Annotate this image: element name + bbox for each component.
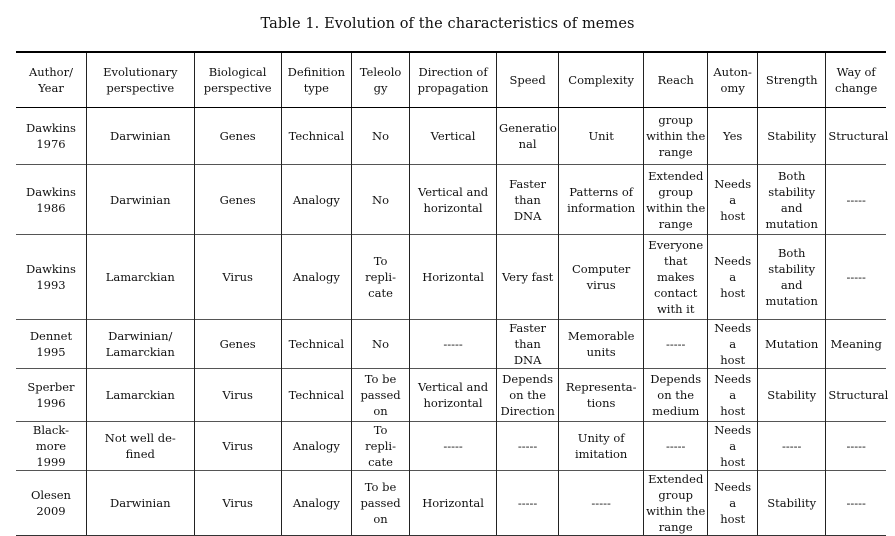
cell-line: passed bbox=[360, 496, 401, 510]
cell-line: that bbox=[663, 254, 688, 268]
cell-line: tions bbox=[586, 396, 616, 410]
cell-line: passed bbox=[360, 388, 401, 402]
cell-line: Yes bbox=[723, 129, 743, 143]
cell-line: Lamarckian bbox=[105, 388, 175, 402]
table-cell bbox=[352, 108, 410, 165]
table-cell bbox=[497, 422, 559, 471]
cell-line: makes bbox=[656, 270, 695, 284]
cell-line: Horizontal bbox=[422, 496, 484, 510]
cell-line: and bbox=[780, 200, 803, 215]
cell-line: omy bbox=[720, 81, 745, 95]
cell-line: Mutation bbox=[765, 337, 819, 351]
cell-line: Darwinian bbox=[110, 496, 171, 510]
cell-line: Needs a bbox=[714, 254, 752, 284]
cell-line: Biological bbox=[208, 65, 267, 79]
cell-line: Vertical bbox=[430, 129, 476, 143]
cell-line: ----- bbox=[846, 270, 866, 284]
column-header bbox=[826, 52, 886, 108]
table-cell bbox=[559, 471, 644, 536]
cell-line: Needs a bbox=[714, 480, 752, 510]
cell-line: Needs a bbox=[714, 176, 752, 207]
cell-line: ----- bbox=[846, 192, 866, 207]
cell-line: Year bbox=[38, 81, 64, 95]
cell-line: cate bbox=[368, 455, 393, 469]
table-cell bbox=[410, 471, 497, 536]
cell-line: within the bbox=[646, 200, 706, 215]
cell-line: 1999 bbox=[36, 455, 66, 469]
table-cell bbox=[708, 165, 758, 235]
table-cell bbox=[194, 369, 281, 422]
table-cell bbox=[86, 165, 194, 235]
table-row bbox=[16, 369, 886, 422]
cell-line: contact bbox=[654, 286, 698, 300]
cell-line: Computer bbox=[571, 262, 631, 276]
cell-line: Evolutionary bbox=[103, 65, 178, 79]
cell-line: Extended bbox=[648, 472, 704, 486]
cell-line: imitation bbox=[574, 447, 628, 461]
cell-line: Direction bbox=[500, 404, 555, 418]
cell-line: ----- bbox=[665, 439, 686, 453]
table-cell bbox=[758, 369, 826, 422]
cell-line: Dawkins bbox=[26, 184, 76, 199]
cell-line: Depends bbox=[650, 372, 702, 386]
cell-line: within the bbox=[646, 129, 706, 143]
cell-line: Faster bbox=[509, 321, 547, 335]
cell-line: perspective bbox=[203, 81, 272, 95]
cell-line: host bbox=[720, 208, 746, 223]
table-cell bbox=[281, 369, 351, 422]
table-cell bbox=[708, 369, 758, 422]
cell-line: Darwinian/ bbox=[108, 329, 173, 343]
cell-line: Unity of bbox=[577, 431, 625, 445]
cell-line: Dennet bbox=[29, 329, 73, 343]
column-header bbox=[16, 52, 86, 108]
cell-line: Author/ bbox=[28, 65, 73, 79]
table-cell bbox=[559, 320, 644, 369]
cell-line: No bbox=[372, 192, 390, 207]
cell-line: range bbox=[658, 216, 693, 231]
table-cell bbox=[497, 165, 559, 235]
cell-line: than DNA bbox=[513, 337, 542, 367]
table-cell bbox=[194, 320, 281, 369]
cell-line: To be bbox=[364, 480, 397, 494]
cell-line: ----- bbox=[443, 337, 463, 351]
cell-line: range bbox=[658, 145, 693, 159]
cell-line: Direction of bbox=[418, 65, 488, 79]
table-cell bbox=[826, 471, 886, 536]
cell-line: Needs a bbox=[714, 321, 752, 351]
cell-line: Patterns of bbox=[569, 184, 634, 199]
table-cell bbox=[559, 165, 644, 235]
table-header bbox=[16, 52, 886, 108]
cell-line: Everyone bbox=[648, 238, 704, 252]
header-row bbox=[16, 52, 886, 108]
table-cell bbox=[86, 369, 194, 422]
table-cell bbox=[86, 108, 194, 165]
table-row bbox=[16, 471, 886, 536]
cell-line: Meaning bbox=[830, 337, 882, 351]
table-cell bbox=[497, 471, 559, 536]
cell-line: mutation bbox=[765, 216, 818, 231]
table-cell bbox=[281, 108, 351, 165]
cell-line: information bbox=[567, 200, 636, 215]
table-cell bbox=[86, 422, 194, 471]
table-cell bbox=[644, 422, 708, 471]
table-cell bbox=[826, 422, 886, 471]
table-cell bbox=[16, 369, 86, 422]
cell-line: Genes bbox=[219, 192, 256, 207]
column-header bbox=[758, 52, 826, 108]
cell-line: Technical bbox=[288, 337, 345, 351]
cell-line: 1986 bbox=[36, 200, 66, 215]
table-cell bbox=[708, 235, 758, 320]
table-cell bbox=[758, 165, 826, 235]
cell-line: 2009 bbox=[36, 504, 66, 518]
table-cell bbox=[826, 108, 889, 165]
table-cell bbox=[410, 165, 497, 235]
cell-line: Faster bbox=[509, 176, 547, 191]
cell-line: ----- bbox=[781, 439, 802, 453]
table-body bbox=[16, 108, 889, 536]
table-cell bbox=[644, 165, 708, 235]
cell-line: on the bbox=[657, 388, 695, 402]
cell-line: Structural bbox=[828, 388, 889, 402]
table-cell bbox=[352, 165, 410, 235]
cell-line: Technical bbox=[288, 129, 345, 143]
cell-line: Generatio bbox=[499, 121, 557, 135]
cell-line: Olesen bbox=[30, 488, 71, 502]
cell-line: on the bbox=[509, 388, 547, 402]
cell-line: Analogy bbox=[292, 270, 340, 284]
cell-line: with it bbox=[656, 302, 695, 316]
table-cell bbox=[708, 471, 758, 536]
table-cell bbox=[758, 471, 826, 536]
cell-line: change bbox=[835, 81, 878, 95]
cell-line: To bbox=[373, 254, 388, 268]
table-row bbox=[16, 422, 886, 471]
cell-line: Representa- bbox=[565, 380, 637, 394]
table-caption: Table 1. Evolution of the characteristics of memes bbox=[260, 16, 635, 32]
table-cell bbox=[644, 235, 708, 320]
column-header bbox=[194, 52, 281, 108]
cell-line: 1976 bbox=[36, 137, 66, 151]
table-cell bbox=[281, 422, 351, 471]
cell-line: To be bbox=[364, 372, 397, 386]
cell-line: Darwinian bbox=[110, 129, 171, 143]
cell-line: Dawkins bbox=[26, 121, 76, 135]
cell-line: Needs a bbox=[714, 423, 752, 453]
cell-line: Analogy bbox=[292, 496, 340, 510]
cell-line: perspective bbox=[106, 81, 175, 95]
table-cell bbox=[559, 108, 644, 165]
table-cell bbox=[708, 320, 758, 369]
cell-line: Vertical and bbox=[417, 380, 489, 394]
column-header bbox=[497, 52, 559, 108]
table-cell bbox=[86, 320, 194, 369]
column-header bbox=[352, 52, 410, 108]
cell-line: ----- bbox=[846, 439, 866, 453]
cell-line: virus bbox=[586, 278, 616, 292]
table-cell bbox=[497, 235, 559, 320]
cell-line: on bbox=[373, 512, 388, 526]
table-cell bbox=[410, 422, 497, 471]
table-cell bbox=[644, 369, 708, 422]
table-row bbox=[16, 108, 886, 165]
table-cell bbox=[352, 320, 410, 369]
table-cell bbox=[708, 422, 758, 471]
cell-line: Virus bbox=[222, 439, 253, 453]
cell-line: Virus bbox=[222, 496, 253, 510]
cell-line: Needs a bbox=[714, 372, 752, 402]
cell-line: propagation bbox=[417, 81, 489, 95]
cell-line: Genes bbox=[219, 129, 256, 143]
table-cell bbox=[497, 320, 559, 369]
table-row bbox=[16, 165, 886, 235]
cell-line: fined bbox=[125, 447, 155, 461]
table-cell bbox=[826, 320, 886, 369]
table-cell bbox=[16, 165, 86, 235]
table-cell bbox=[16, 422, 86, 471]
table-cell bbox=[826, 235, 886, 320]
column-header bbox=[708, 52, 758, 108]
cell-line: Dawkins bbox=[26, 262, 76, 276]
table-cell bbox=[16, 108, 86, 165]
cell-line: Speed bbox=[509, 73, 546, 87]
cell-line: Analogy bbox=[292, 192, 340, 207]
cell-line: host bbox=[720, 353, 746, 367]
cell-line: No bbox=[372, 129, 390, 143]
cell-line: Stability bbox=[767, 496, 817, 510]
cell-line: Horizontal bbox=[422, 270, 484, 284]
table-cell bbox=[497, 108, 559, 165]
cell-line: units bbox=[586, 345, 616, 359]
table-cell bbox=[281, 165, 351, 235]
table-cell bbox=[826, 369, 889, 422]
table-cell bbox=[194, 235, 281, 320]
cell-line: mutation bbox=[765, 294, 818, 308]
table-cell bbox=[352, 369, 410, 422]
table-cell bbox=[410, 235, 497, 320]
cell-line: medium bbox=[652, 404, 700, 418]
cell-line: more bbox=[35, 439, 67, 453]
table-cell bbox=[410, 320, 497, 369]
cell-line: host bbox=[720, 512, 746, 526]
table-cell bbox=[16, 235, 86, 320]
cell-line: Analogy bbox=[292, 439, 340, 453]
cell-line: Darwinian bbox=[110, 192, 171, 207]
cell-line: host bbox=[720, 286, 746, 300]
cell-line: Lamarckian bbox=[105, 345, 175, 359]
table-cell bbox=[497, 369, 559, 422]
cell-line: gy bbox=[373, 81, 388, 95]
table-cell bbox=[194, 471, 281, 536]
cell-line: type bbox=[303, 81, 329, 95]
cell-line: Vertical and bbox=[417, 184, 489, 199]
cell-line: group bbox=[658, 113, 693, 127]
table-cell bbox=[194, 422, 281, 471]
table-cell bbox=[86, 235, 194, 320]
cell-line: Teleolo bbox=[359, 65, 402, 79]
table-cell bbox=[644, 108, 708, 165]
cell-line: stability bbox=[768, 184, 816, 199]
table-cell bbox=[559, 235, 644, 320]
memes-table bbox=[16, 51, 889, 536]
cell-line: Strength bbox=[765, 73, 818, 87]
table-cell bbox=[352, 471, 410, 536]
cell-line: Reach bbox=[657, 73, 694, 87]
cell-line: Unit bbox=[588, 129, 614, 143]
table-cell bbox=[758, 320, 826, 369]
cell-line: Memorable bbox=[567, 329, 635, 343]
column-header bbox=[410, 52, 497, 108]
cell-line: than DNA bbox=[513, 192, 542, 223]
table-cell bbox=[758, 422, 826, 471]
cell-line: ----- bbox=[517, 496, 538, 510]
cell-line: within the bbox=[646, 504, 706, 518]
cell-line: Black- bbox=[32, 423, 69, 437]
column-header bbox=[281, 52, 351, 108]
cell-line: Stability bbox=[767, 388, 817, 402]
table-cell bbox=[644, 320, 708, 369]
cell-line: Stability bbox=[767, 129, 817, 143]
column-header bbox=[86, 52, 194, 108]
table-cell bbox=[559, 422, 644, 471]
cell-line: To bbox=[373, 423, 388, 437]
table-cell bbox=[758, 235, 826, 320]
cell-line: Both bbox=[777, 168, 806, 183]
cell-line: Genes bbox=[219, 337, 256, 351]
cell-line: horizontal bbox=[423, 396, 483, 410]
cell-line: host bbox=[720, 455, 746, 469]
cell-line: No bbox=[372, 337, 390, 351]
cell-line: ----- bbox=[591, 496, 611, 510]
cell-line: Sperber bbox=[27, 380, 75, 394]
cell-line: horizontal bbox=[423, 200, 483, 215]
cell-line: Definition bbox=[287, 65, 346, 79]
cell-line: ----- bbox=[846, 496, 866, 510]
table-cell bbox=[281, 471, 351, 536]
cell-line: Lamarckian bbox=[105, 270, 175, 284]
cell-line: Virus bbox=[222, 388, 253, 402]
cell-line: Very fast bbox=[501, 270, 554, 284]
table-cell bbox=[352, 422, 410, 471]
table-cell bbox=[758, 108, 826, 165]
column-header bbox=[559, 52, 644, 108]
table-cell bbox=[708, 108, 758, 165]
cell-line: range bbox=[658, 520, 693, 534]
cell-line: host bbox=[720, 404, 746, 418]
cell-line: Way of bbox=[836, 65, 876, 79]
table-cell bbox=[826, 165, 886, 235]
table-cell bbox=[194, 108, 281, 165]
cell-line: cate bbox=[368, 286, 393, 300]
table-cell bbox=[194, 165, 281, 235]
cell-line: nal bbox=[518, 137, 537, 151]
column-header bbox=[644, 52, 708, 108]
cell-line: Virus bbox=[222, 270, 253, 284]
table-cell bbox=[644, 471, 708, 536]
cell-line: 1995 bbox=[36, 345, 66, 359]
table-cell bbox=[410, 369, 497, 422]
table-cell bbox=[16, 320, 86, 369]
cell-line: ----- bbox=[443, 439, 463, 453]
cell-line: on bbox=[373, 404, 388, 418]
cell-line: Technical bbox=[288, 388, 345, 402]
cell-line: and bbox=[780, 278, 803, 292]
cell-line: group bbox=[658, 488, 693, 502]
table-cell bbox=[281, 235, 351, 320]
cell-line: Both bbox=[777, 246, 806, 260]
table-cell bbox=[410, 108, 497, 165]
table-row bbox=[16, 320, 886, 369]
table-cell bbox=[281, 320, 351, 369]
cell-line: ----- bbox=[665, 337, 686, 351]
cell-line: 1993 bbox=[36, 278, 66, 292]
table-cell bbox=[559, 369, 644, 422]
table-row bbox=[16, 235, 886, 320]
cell-line: Auton- bbox=[713, 65, 752, 79]
cell-line: ----- bbox=[517, 439, 538, 453]
cell-line: group bbox=[658, 184, 693, 199]
cell-line: repli- bbox=[365, 439, 396, 453]
cell-line: repli- bbox=[365, 270, 396, 284]
cell-line: Structural bbox=[828, 129, 889, 143]
cell-line: Extended bbox=[648, 168, 704, 183]
cell-line: 1996 bbox=[36, 396, 66, 410]
table-cell bbox=[352, 235, 410, 320]
cell-line: Depends bbox=[502, 372, 554, 386]
cell-line: stability bbox=[768, 262, 816, 276]
cell-line: Complexity bbox=[568, 73, 635, 87]
table-cell bbox=[16, 471, 86, 536]
table-cell bbox=[86, 471, 194, 536]
cell-line: Not well de- bbox=[104, 431, 176, 445]
